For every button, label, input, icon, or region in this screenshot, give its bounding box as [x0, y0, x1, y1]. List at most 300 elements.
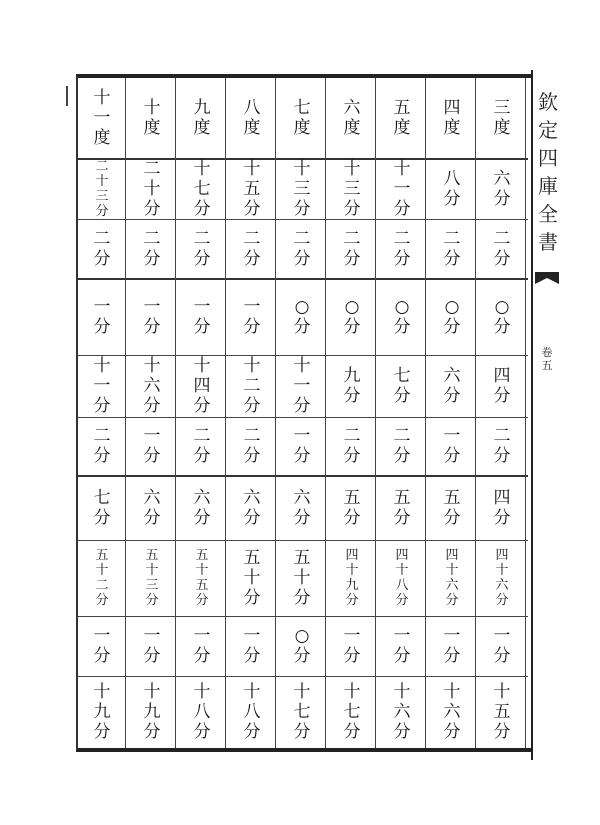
glyph: 分 — [343, 646, 361, 666]
glyph: 分 — [93, 248, 111, 269]
glyph: 三 — [145, 578, 159, 593]
glyph: 分 — [393, 198, 411, 219]
glyph: 分 — [193, 198, 211, 219]
table-cell — [478, 219, 526, 278]
table-column — [478, 78, 526, 748]
table-cell — [378, 475, 426, 540]
table-cell — [178, 616, 226, 676]
glyph: 分 — [145, 593, 159, 608]
table-cell — [278, 616, 326, 676]
glyph: 分 — [395, 593, 409, 608]
glyph: 十 — [393, 158, 411, 179]
glyph: 書 — [538, 230, 558, 254]
glyph: 分 — [93, 722, 111, 742]
table-cell — [378, 676, 426, 748]
glyph: 分 — [493, 722, 511, 742]
glyph: 分 — [243, 396, 261, 416]
glyph: 二 — [243, 228, 261, 249]
glyph: 一 — [443, 626, 461, 646]
glyph: 十 — [193, 682, 211, 702]
table-cell — [228, 219, 276, 278]
table-cell — [428, 475, 476, 540]
glyph: 二 — [293, 228, 311, 249]
table-column — [428, 78, 476, 748]
table-cell — [78, 616, 126, 676]
glyph: 一 — [443, 426, 461, 446]
glyph: 十 — [195, 563, 209, 578]
table-cell — [478, 158, 526, 219]
glyph: 六 — [443, 366, 461, 386]
table-cell — [278, 417, 326, 475]
glyph: 分 — [343, 507, 361, 528]
glyph: 分 — [393, 386, 411, 406]
glyph: 分 — [143, 316, 161, 337]
column-header — [178, 78, 226, 158]
glyph: 五 — [493, 702, 511, 722]
glyph: 六 — [495, 578, 509, 593]
glyph: 三 — [95, 188, 109, 204]
glyph: 一 — [193, 296, 211, 317]
glyph: ○ — [344, 296, 360, 317]
glyph: 一 — [143, 626, 161, 646]
glyph: 十 — [343, 682, 361, 702]
glyph: 分 — [293, 316, 311, 337]
table-cell — [328, 219, 376, 278]
table-cell — [78, 540, 126, 616]
table-cell — [228, 158, 276, 219]
glyph: 分 — [293, 588, 311, 608]
column-header — [328, 78, 376, 158]
glyph: 分 — [243, 646, 261, 666]
table-cell — [128, 616, 176, 676]
table-cell — [128, 158, 176, 219]
glyph: 卷 — [541, 346, 553, 359]
glyph: 分 — [193, 316, 211, 337]
glyph: 十 — [143, 356, 161, 376]
glyph: 定 — [538, 118, 558, 142]
glyph: 六 — [443, 702, 461, 722]
table-cell — [378, 158, 426, 219]
table-cell — [228, 475, 276, 540]
glyph: 十 — [243, 568, 261, 588]
table-cell — [478, 540, 526, 616]
glyph: 八 — [395, 578, 409, 593]
glyph: 一 — [293, 426, 311, 446]
glyph: 六 — [143, 487, 161, 508]
glyph: 七 — [393, 366, 411, 386]
table-cell — [278, 355, 326, 417]
table-cell — [328, 278, 376, 355]
glyph: 十 — [93, 356, 111, 376]
table-cell — [78, 355, 126, 417]
glyph: 四 — [193, 376, 211, 396]
column-header — [378, 78, 426, 158]
table-cell — [128, 475, 176, 540]
table-cell — [78, 278, 126, 355]
glyph: 分 — [95, 203, 109, 219]
table-cell — [328, 540, 376, 616]
glyph: 二 — [493, 426, 511, 446]
column-header — [478, 78, 526, 158]
glyph: 庫 — [538, 174, 558, 198]
glyph: 度 — [493, 118, 511, 138]
glyph: 分 — [193, 396, 211, 416]
glyph: 十 — [495, 563, 509, 578]
glyph: 分 — [343, 722, 361, 742]
glyph: 六 — [293, 487, 311, 508]
glyph: 十 — [143, 682, 161, 702]
column-header — [228, 78, 276, 158]
glyph: 二 — [443, 228, 461, 249]
glyph: 度 — [193, 118, 211, 138]
table-cell — [328, 355, 376, 417]
glyph: ○ — [394, 296, 410, 317]
glyph: 一 — [143, 296, 161, 317]
glyph: 七 — [193, 178, 211, 199]
glyph: 八 — [193, 702, 211, 722]
glyph: 分 — [293, 507, 311, 528]
glyph: 二 — [93, 426, 111, 446]
table-cell — [428, 219, 476, 278]
glyph: 十 — [243, 356, 261, 376]
glyph: 二 — [393, 426, 411, 446]
column-header — [128, 78, 176, 158]
glyph: 五 — [95, 548, 109, 563]
glyph: 十 — [395, 563, 409, 578]
glyph: 分 — [143, 396, 161, 416]
glyph: 十 — [145, 563, 159, 578]
table-column — [178, 78, 226, 748]
table-cell — [78, 475, 126, 540]
glyph: 二 — [95, 158, 109, 174]
glyph: 分 — [393, 446, 411, 466]
glyph: 一 — [143, 426, 161, 446]
glyph: 六 — [493, 168, 511, 189]
glyph: 三 — [343, 178, 361, 199]
table-cell — [428, 158, 476, 219]
table-cell — [178, 219, 226, 278]
glyph: 九 — [343, 366, 361, 386]
glyph: 四 — [538, 146, 558, 170]
glyph: 欽 — [538, 90, 558, 114]
glyph: 分 — [95, 593, 109, 608]
glyph: 分 — [445, 593, 459, 608]
table-cell — [278, 219, 326, 278]
glyph: 分 — [293, 446, 311, 466]
table-cell — [178, 417, 226, 475]
glyph: 十 — [243, 682, 261, 702]
glyph: 一 — [393, 626, 411, 646]
glyph: 分 — [293, 198, 311, 219]
glyph: 分 — [393, 507, 411, 528]
table-cell — [178, 278, 226, 355]
glyph: 一 — [493, 626, 511, 646]
glyph: 分 — [193, 248, 211, 269]
table-cell — [178, 475, 226, 540]
glyph: 十 — [193, 356, 211, 376]
glyph: 一 — [243, 296, 261, 317]
glyph: 八 — [243, 702, 261, 722]
glyph: 五 — [195, 578, 209, 593]
glyph: 四 — [395, 548, 409, 563]
table-cell — [378, 540, 426, 616]
glyph: 五 — [243, 178, 261, 199]
table-cell — [478, 475, 526, 540]
table-cell — [128, 278, 176, 355]
table-cell — [128, 676, 176, 748]
glyph: 二 — [93, 228, 111, 249]
glyph: 十 — [193, 158, 211, 179]
glyph: 分 — [243, 507, 261, 528]
glyph: 一 — [93, 108, 111, 128]
glyph: 二 — [143, 228, 161, 249]
glyph: 分 — [193, 507, 211, 528]
glyph: 度 — [343, 118, 361, 138]
column-header — [278, 78, 326, 158]
glyph: 一 — [293, 376, 311, 396]
glyph: 全 — [538, 202, 558, 226]
glyph: 六 — [393, 702, 411, 722]
glyph: 十 — [293, 682, 311, 702]
glyph: 十 — [143, 178, 161, 199]
glyph: 四 — [443, 98, 461, 118]
glyph: 六 — [343, 98, 361, 118]
table-cell — [278, 540, 326, 616]
glyph: 度 — [293, 118, 311, 138]
table-cell — [228, 278, 276, 355]
glyph: 分 — [343, 198, 361, 219]
glyph: 十 — [393, 682, 411, 702]
glyph: 分 — [443, 248, 461, 269]
glyph: 九 — [345, 578, 359, 593]
glyph: 度 — [393, 118, 411, 138]
glyph: 分 — [93, 316, 111, 337]
left-edge-mark — [66, 86, 74, 106]
volume-label — [538, 346, 556, 372]
glyph: 十 — [93, 88, 111, 108]
table-cell — [478, 355, 526, 417]
glyph: 五 — [541, 359, 553, 372]
glyph: 十 — [243, 158, 261, 179]
glyph: 八 — [243, 98, 261, 118]
glyph: 分 — [343, 316, 361, 337]
glyph: 一 — [193, 626, 211, 646]
glyph: 十 — [93, 682, 111, 702]
glyph: 三 — [293, 178, 311, 199]
glyph: 度 — [243, 118, 261, 138]
glyph: 二 — [343, 228, 361, 249]
table-cell — [428, 616, 476, 676]
table-cell — [428, 355, 476, 417]
glyph: 二 — [343, 426, 361, 446]
table-cell — [78, 158, 126, 219]
glyph: 二 — [393, 228, 411, 249]
glyph: 分 — [93, 396, 111, 416]
glyph: 度 — [143, 118, 161, 138]
glyph: 六 — [143, 376, 161, 396]
table-column — [78, 78, 126, 748]
glyph: 五 — [443, 487, 461, 508]
table-column — [378, 78, 426, 748]
glyph: 一 — [93, 296, 111, 317]
table-cell — [228, 616, 276, 676]
glyph: 分 — [493, 316, 511, 337]
table-cell — [378, 278, 426, 355]
glyph: 分 — [93, 446, 111, 466]
glyph: ○ — [294, 296, 310, 317]
glyph: 分 — [493, 188, 511, 209]
glyph: 四 — [495, 548, 509, 563]
glyph: 分 — [443, 316, 461, 337]
glyph: 分 — [143, 507, 161, 528]
glyph: 五 — [393, 98, 411, 118]
glyph: 分 — [493, 446, 511, 466]
glyph: 分 — [143, 198, 161, 219]
glyph: 分 — [243, 446, 261, 466]
table-cell — [228, 355, 276, 417]
fish-tail-ornament — [533, 270, 561, 286]
table-cell — [178, 355, 226, 417]
glyph: 五 — [393, 487, 411, 508]
table-cell — [278, 278, 326, 355]
table-cell — [478, 278, 526, 355]
table-cell — [428, 676, 476, 748]
glyph: 分 — [293, 248, 311, 269]
glyph: 五 — [145, 548, 159, 563]
table-cell — [478, 417, 526, 475]
table-cell — [128, 219, 176, 278]
glyph: 分 — [243, 588, 261, 608]
glyph: 分 — [493, 507, 511, 528]
table-cell — [128, 540, 176, 616]
glyph: 十 — [293, 158, 311, 179]
table-cell — [328, 616, 376, 676]
table-cell — [178, 676, 226, 748]
glyph: 分 — [293, 396, 311, 416]
table-cell — [478, 676, 526, 748]
glyph: 分 — [143, 722, 161, 742]
table-cell — [378, 219, 426, 278]
table-cell — [228, 417, 276, 475]
table-cell — [228, 676, 276, 748]
table-cell — [328, 676, 376, 748]
glyph: 十 — [95, 173, 109, 189]
glyph: 分 — [393, 316, 411, 337]
glyph: 七 — [343, 702, 361, 722]
table-column — [128, 78, 176, 748]
glyph: ○ — [494, 296, 510, 317]
glyph: 分 — [495, 593, 509, 608]
glyph: 分 — [143, 248, 161, 269]
glyph: 分 — [93, 507, 111, 528]
table-cell — [378, 355, 426, 417]
glyph: 一 — [243, 626, 261, 646]
table-cell — [378, 417, 426, 475]
glyph: 二 — [493, 228, 511, 249]
glyph: 一 — [393, 178, 411, 199]
glyph: 分 — [193, 722, 211, 742]
table-cell — [78, 417, 126, 475]
glyph: 二 — [243, 426, 261, 446]
glyph: 七 — [293, 98, 311, 118]
glyph: 五 — [243, 548, 261, 568]
glyph: 十 — [293, 356, 311, 376]
glyph: 分 — [393, 248, 411, 269]
glyph: 分 — [143, 446, 161, 466]
glyph: 十 — [445, 563, 459, 578]
table-cell — [228, 540, 276, 616]
table-cell — [428, 540, 476, 616]
glyph: 分 — [193, 446, 211, 466]
glyph: 分 — [493, 646, 511, 666]
glyph: 二 — [95, 578, 109, 593]
table-cell — [328, 475, 376, 540]
glyph: 六 — [243, 487, 261, 508]
glyph: 十 — [345, 563, 359, 578]
glyph: 度 — [443, 118, 461, 138]
glyph: 五 — [195, 548, 209, 563]
table-column — [228, 78, 276, 748]
glyph: 分 — [293, 722, 311, 742]
table-cell — [128, 355, 176, 417]
glyph: 七 — [293, 702, 311, 722]
glyph: 分 — [345, 593, 359, 608]
glyph: 分 — [443, 646, 461, 666]
table-cell — [178, 540, 226, 616]
glyph: 分 — [443, 188, 461, 209]
glyph: 六 — [445, 578, 459, 593]
glyph: 分 — [243, 248, 261, 269]
glyph: 分 — [243, 316, 261, 337]
glyph: 分 — [393, 646, 411, 666]
glyph: 分 — [343, 386, 361, 406]
glyph: 度 — [93, 128, 111, 148]
glyph: 十 — [493, 682, 511, 702]
table-cell — [278, 475, 326, 540]
glyph: 分 — [243, 722, 261, 742]
table-cell — [328, 417, 376, 475]
column-header — [78, 78, 126, 158]
glyph: 分 — [243, 198, 261, 219]
glyph: 七 — [93, 487, 111, 508]
glyph: 分 — [193, 646, 211, 666]
glyph: ○ — [444, 296, 460, 317]
table-cell — [278, 676, 326, 748]
glyph: 二 — [193, 426, 211, 446]
glyph: 九 — [143, 702, 161, 722]
glyph: 一 — [93, 376, 111, 396]
glyph: 九 — [193, 98, 211, 118]
table-cell — [328, 158, 376, 219]
glyph: 一 — [343, 626, 361, 646]
glyph: 十 — [95, 563, 109, 578]
glyph: 分 — [443, 507, 461, 528]
glyph: 分 — [143, 646, 161, 666]
glyph: 分 — [343, 446, 361, 466]
book-title — [536, 88, 560, 256]
glyph: 十 — [293, 568, 311, 588]
glyph: 四 — [445, 548, 459, 563]
glyph: 九 — [93, 702, 111, 722]
glyph: 五 — [293, 548, 311, 568]
table-cell — [178, 158, 226, 219]
table-cell — [278, 158, 326, 219]
table-column — [278, 78, 326, 748]
glyph: 分 — [343, 248, 361, 269]
glyph: 二 — [193, 228, 211, 249]
glyph: 四 — [493, 487, 511, 508]
glyph: 二 — [143, 158, 161, 179]
